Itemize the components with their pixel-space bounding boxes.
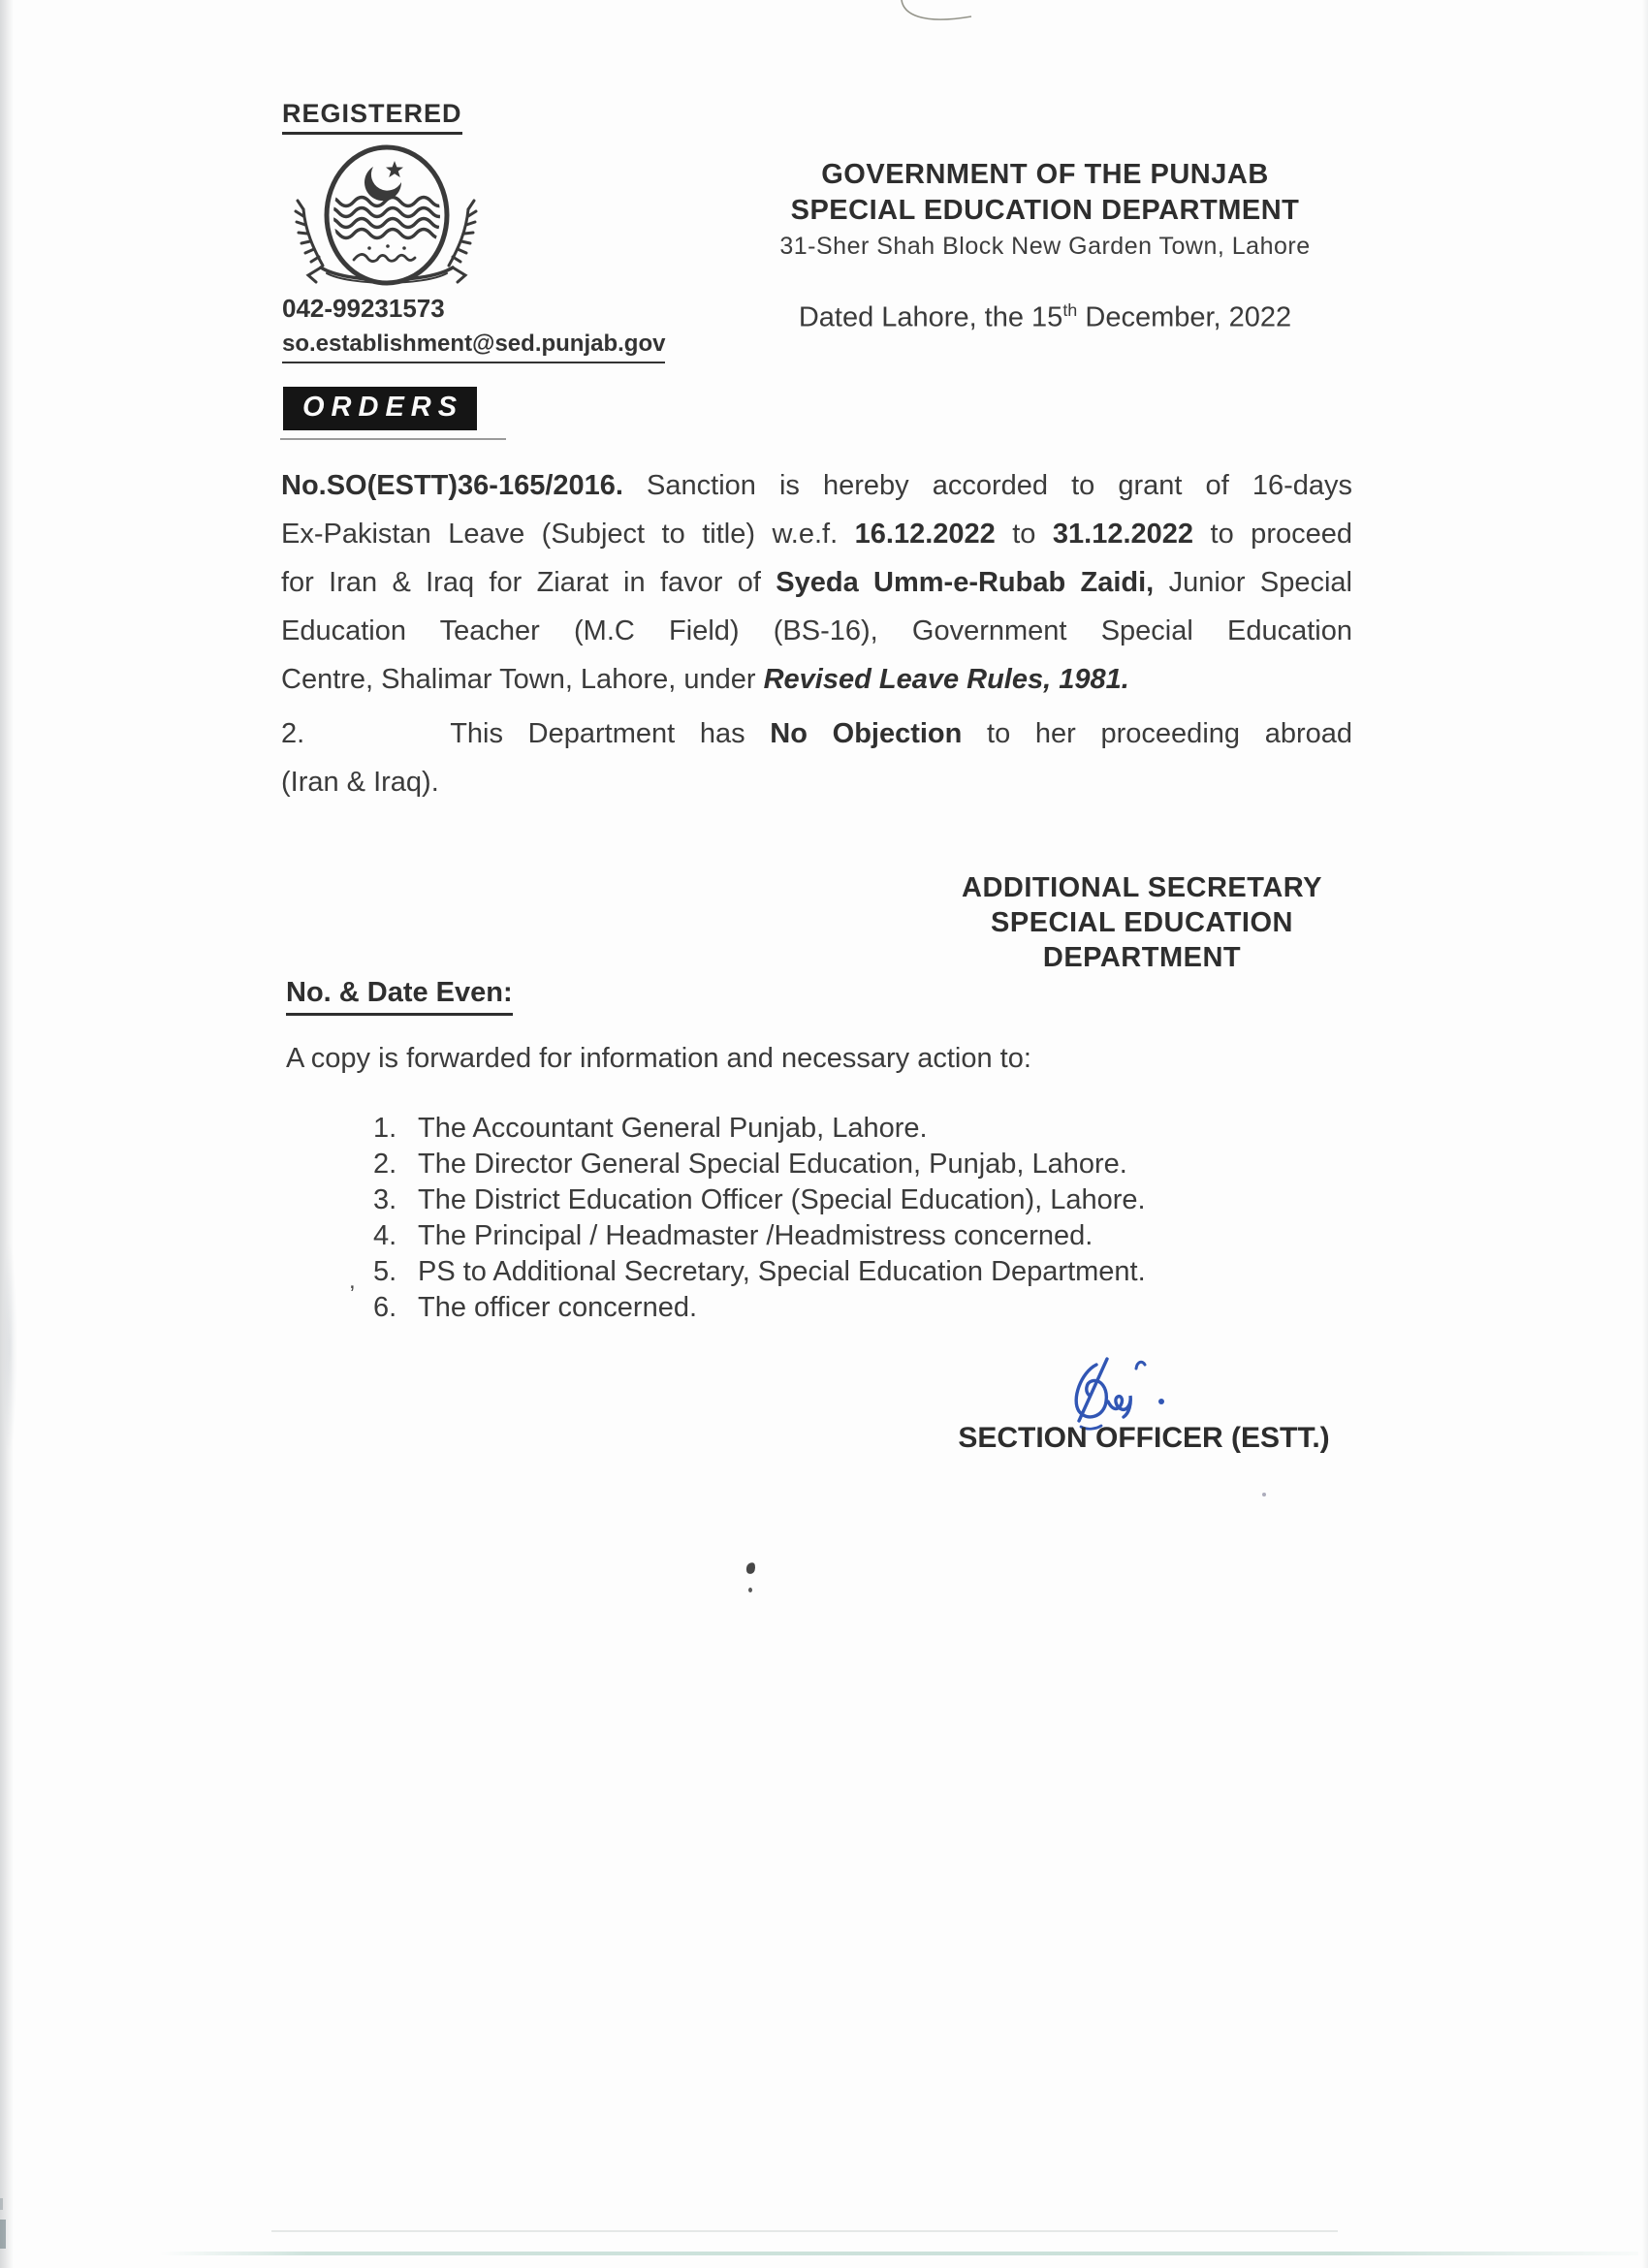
cc-item-text: The officer concerned. [418,1292,698,1323]
ink-speck [1262,1493,1266,1496]
scan-bottom-line [160,2252,1638,2255]
cc-item-text: The Accountant General Punjab, Lahore. [418,1113,928,1144]
date-text: Dated Lahore, the 15 [798,301,1063,333]
org-address: 31-Sher Shah Block New Garden Town, Lahore [779,233,1311,260]
order-line-text: for Iran & Iraq for Ziarat in favor of [281,567,776,598]
scan-bottom-faint-line [271,2230,1338,2232]
order-line [281,461,1352,510]
order-text [281,461,1352,806]
order-line-text: to [995,519,1053,550]
order-line-text: Junior Special [1154,567,1352,598]
orders-heading: ORDERS [283,387,477,430]
date-ordinal-suffix: th [1062,300,1078,320]
order-line-text: to her proceeding abroad [962,718,1352,749]
signatory-title-line3: DEPARTMENT [1042,942,1242,973]
cc-list-item [373,1218,1146,1254]
order-paragraph-2-end: (Iran & Iraq). [281,767,439,798]
cc-list-item [373,1182,1146,1218]
cc-list-item [373,1254,1146,1290]
reference-number: No.SO(ESTT)36-165/2016. [281,470,623,501]
punjab-government-crest-icon [294,142,478,294]
letterhead-org-block [764,157,1326,263]
signatory-title-line2: SPECIAL EDUCATION [991,907,1293,938]
no-and-date-even-label: No. & Date Even: [286,975,513,1016]
order-line [281,558,1352,607]
leave-rules-reference: Revised Leave Rules, 1981. [763,664,1129,695]
order-line-text: Ex-Pakistan Leave (Subject to title) w.e.f. [281,519,855,550]
order-line [281,655,1352,704]
ink-speck [745,1561,757,1575]
cc-item-number: 5. [373,1256,397,1287]
order-line-text: Centre, Shalimar Town, Lahore, under [281,664,764,695]
phone-number: 042-99231573 [282,294,445,323]
scan-edge-mark [0,2198,3,2210]
stray-ink-mark: , [349,1268,356,1294]
forwarding-line: A copy is forwarded for information and necessary action to: [286,1043,1031,1074]
cc-list [373,1111,1146,1326]
letter-date [764,291,1326,337]
employee-name: Syeda Umm-e-Rubab Zaidi, [776,567,1155,598]
ink-speck [748,1588,752,1592]
cc-item-number: 2. [373,1149,397,1180]
cc-item-number: 3. [373,1184,397,1215]
email-address: so.establishment@sed.punjab.gov [282,328,665,363]
paragraph-number: 2. [281,718,305,749]
cc-list-item [373,1111,1146,1147]
cc-item-text: PS to Additional Secretary, Special Education Department. [418,1256,1146,1287]
scan-right-edge-shadow [1642,0,1648,2268]
pen-curve-artifact [871,0,977,34]
signing-officer-designation: SECTION OFFICER (ESTT.) [958,1422,1330,1454]
cc-item-text: The Director General Special Education, Punjab, Lahore. [418,1149,1127,1180]
cc-item-number: 1. [373,1113,397,1144]
order-line-text: to proceed [1193,519,1352,550]
order-line [281,607,1352,655]
order-line-text: This Department has [450,718,771,749]
cc-item-number: 6. [373,1292,397,1323]
scan-smudge [2,1241,17,1454]
scan-edge-mark [0,2220,6,2249]
order-line-text: Education Teacher (M.C Field) (BS-16), Government Special Education [281,615,1352,646]
signatory-title-line1: ADDITIONAL SECRETARY [962,872,1322,903]
leave-end-date: 31.12.2022 [1052,519,1194,550]
org-name-line2: SPECIAL EDUCATION DEPARTMENT [790,195,1300,226]
signatory-block [921,870,1363,975]
order-paragraph-2 [281,709,1352,758]
scan-left-edge-shadow [0,0,14,2268]
leave-start-date: 16.12.2022 [854,519,996,550]
no-objection-emphasis: No Objection [770,718,963,749]
order-line-text: Sanction is hereby accorded to grant of 16-days [622,470,1352,501]
cc-item-text: The Principal / Headmaster /Headmistress concerned. [418,1220,1093,1251]
cc-list-item [373,1290,1146,1326]
order-line [281,510,1352,558]
registered-label: REGISTERED [282,99,462,135]
orders-underline [280,438,506,440]
date-text: December, 2022 [1077,301,1292,333]
cc-item-text: The District Education Officer (Special Education), Lahore. [418,1184,1146,1215]
org-name-line1: GOVERNMENT OF THE PUNJAB [821,159,1269,190]
cc-list-item [373,1147,1146,1182]
cc-item-number: 4. [373,1220,397,1251]
